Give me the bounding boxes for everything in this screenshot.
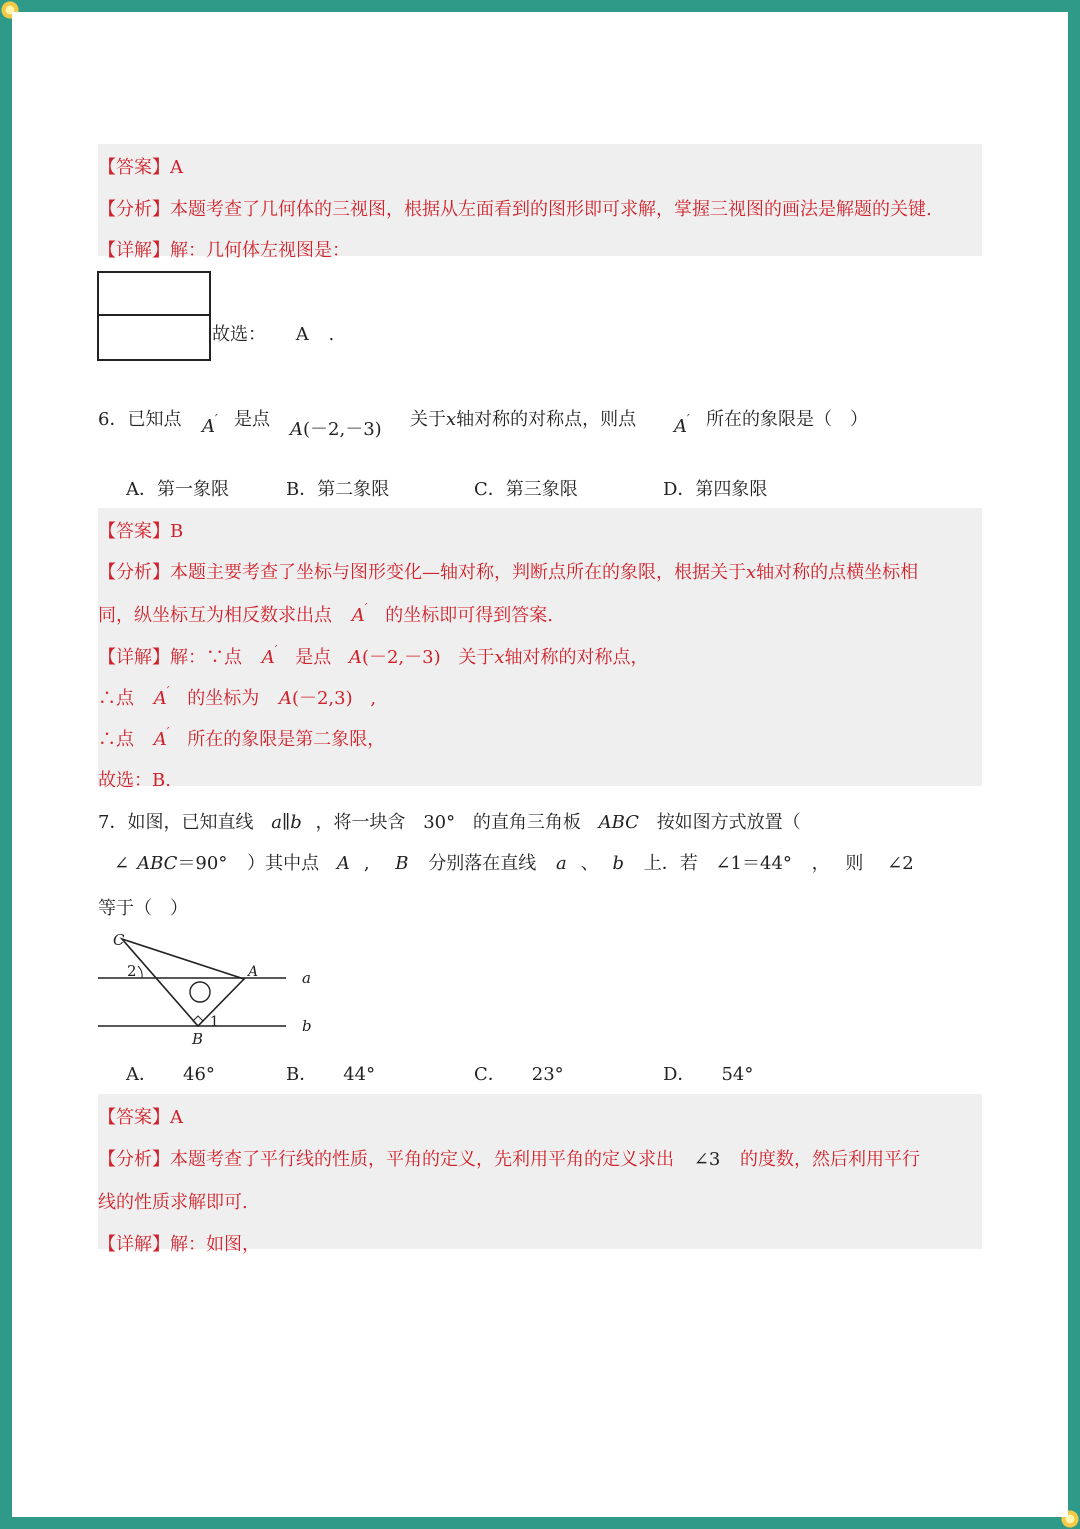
left-view-figure (97, 271, 213, 363)
detail-line-q5: 【详解】解：几何体左视图是： (98, 240, 350, 261)
option-b-q6: B．第二象限 (286, 479, 390, 500)
answer-line-q6: 【答案】B (98, 521, 184, 542)
analysis-line-q6: 【分析】本题主要考查了坐标与图形变化—轴对称，判断点所在的象限，根据关于x轴对称的点横坐标相 (98, 562, 919, 583)
option-a-q6: A．第一象限 (126, 479, 229, 500)
choice-line-q6: 故选：B. (98, 770, 171, 791)
point-a-coord: A(－2,－3) (290, 419, 382, 440)
analysis-line-q5: 【分析】本题考查了几何体的三视图，根据从左面看到的图形即可求解，掌握三视图的画法是解题的关键. (98, 199, 932, 220)
option-a-q7: A． 46° (126, 1064, 215, 1085)
answer-tag: 【答案】 (98, 157, 170, 178)
question-6: 6．已知点 (98, 409, 182, 430)
detail-line-q6-3: ∴点 A′ 所在的象限是第二象限， (98, 725, 386, 750)
label-c: C (113, 931, 125, 949)
analysis-line-q7-2: 线的性质求解即可. (98, 1192, 248, 1213)
choice-line-q5: 故选： A . (212, 324, 335, 345)
answer-line-q7: 【答案】A (98, 1107, 183, 1128)
question-7-line3: 等于（ ） (98, 898, 188, 919)
label-2: 2 (127, 962, 137, 980)
triangle-abc (122, 939, 244, 1026)
question-6-rest: 关于x轴对称的对称点，则点 (410, 409, 637, 430)
triangle-figure (96, 930, 318, 1046)
analysis-line-q6-2: 同，纵坐标互为相反数求出点 A′ 的坐标即可得到答案. (98, 601, 553, 626)
label-b-point: B (192, 1030, 204, 1046)
label-line-b: b (302, 1017, 312, 1035)
document-page: 【答案】A 【分析】本题考查了几何体的三视图，根据从左面看到的图形即可求解，掌握三视图的画法是解题的关键. 【详解】解：几何体左视图是： 故选： A . 6．已知点 A′ 是点 A(－2,－3) 关于x轴对称的对称点，则点 A′ 所在的象限是（ ） A．第一象限 B．第二象限 C．第三象限 D．第四象限 【答案】B 【分析】本题主要考查了坐标与图形变化—轴对称，判断点所在的象限，根据关于x轴对称的点横坐标相 同，纵坐标互为相反数求出点 A′ 的坐标即可得到答案. 【详解】解：∵点 A′ 是点 A(－2,－3) 关于x轴对称的对称点， ∴点 A′ 的坐标为 A(－2,3) , ∴点 A′ 所在的象限是第二象限， 故选：B. 7．如图，已知直线 a∥b ，将一块含 30° 的直角三角板 ABC 按如图方式放置（ ∠ ABC＝90° ）其中点 A , B 分别落在直线 a 、 b 上．若 ∠1＝44° ， 则 ∠2 等于（ ） C 2 A a b 1 B A． 46° B． 44° C． 23° D． 54° 【答案】A 【分析】本题考查了平行线的性质，平角的定义，先利用平角的定义求出 ∠3 的度数，然后利用平行 线的性质求解即可. 【详解】解：如图， (12, 12, 1068, 1517)
option-c-q6: C．第三象限 (474, 479, 578, 500)
option-b-q7: B． 44° (286, 1064, 376, 1085)
option-c-q7: C． 23° (474, 1064, 564, 1085)
question-7: 7．如图，已知直线 a∥b ，将一块含 30° 的直角三角板 ABC 按如图方式放置（ (98, 812, 801, 833)
detail-line-q7: 【详解】解：如图， (98, 1234, 260, 1255)
answer-line-q5: 【答案】A (98, 157, 183, 178)
question-7-line2: ∠ ABC＝90° ）其中点 A , B 分别落在直线 a 、 b 上．若 ∠1＝44° ， 则 ∠2 (114, 853, 914, 874)
point-a-prime: A′ (202, 412, 218, 437)
detail-line-q6-2: ∴点 A′ 的坐标为 A(－2,3) , (98, 684, 377, 709)
option-d-q6: D．第四象限 (663, 479, 768, 500)
detail-line-q6: 【详解】解：∵点 A′ 是点 A(－2,－3) 关于x轴对称的对称点， (98, 643, 649, 668)
label-1: 1 (210, 1014, 219, 1030)
label-a-point: A (248, 964, 259, 980)
point-a-prime: A′ (674, 412, 690, 437)
label-line-a: a (302, 969, 311, 987)
solution-box-q7 (98, 1094, 982, 1249)
analysis-line-q7: 【分析】本题考查了平行线的性质，平角的定义，先利用平角的定义求出 ∠3 的度数，然后利用平行 (98, 1149, 921, 1170)
option-d-q7: D． 54° (663, 1064, 754, 1085)
